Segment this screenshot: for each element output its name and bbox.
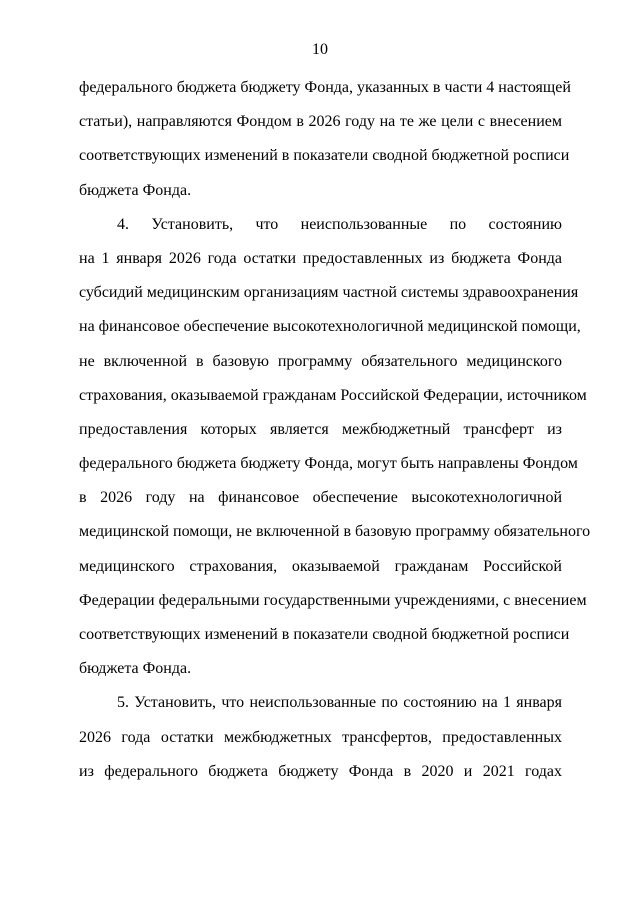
text-line: федерального бюджета бюджету Фонда, указанных в части 4 настоящей	[79, 79, 571, 96]
page-number: 10	[312, 41, 328, 58]
text-line: медицинского страхования, оказываемой гражданам Российской	[79, 557, 562, 575]
text-line: бюджета Фонда.	[79, 181, 192, 199]
text-line: соответствующих изменений в показатели сводной бюджетной росписи	[79, 147, 570, 165]
text-line: предоставления которых является межбюджетный трансферт из	[79, 420, 562, 438]
text-line: страхования, оказываемой гражданам Российской Федерации, источником	[79, 386, 587, 404]
paragraph-5	[79, 693, 562, 796]
text-line: соответствующих изменений в показатели сводной бюджетной росписи	[79, 626, 570, 643]
text-line: 5. Установить, что неиспользованные по состоянию на 1 января	[117, 694, 562, 712]
text-line: не включенной в базовую программу обязательного медицинского	[79, 352, 562, 370]
text-line: федерального бюджета бюджету Фонда, могут быть направлены Фондом	[79, 455, 578, 473]
text-line: в 2026 году на финансовое обеспечение высокотехнологичной	[79, 489, 562, 507]
text-line: на финансовое обеспечение высокотехнологичной медицинской помощи,	[79, 318, 581, 336]
document-body	[79, 78, 591, 796]
text-line: медицинской помощи, не включенной в базовую программу обязательного	[79, 523, 591, 541]
paragraph-4	[79, 215, 591, 694]
text-line: 2026 года остатки межбюджетных трансфертов, предоставленных	[79, 728, 562, 746]
text-line: статьи), направляются Фондом в 2026 году на те же цели с внесением	[79, 113, 562, 131]
text-line: из федерального бюджета бюджету Фонда в 2020 и 2021 годах	[79, 762, 562, 780]
text-line: субсидий медицинским организациям частной системы здравоохранения	[79, 284, 579, 302]
text-line: на 1 января 2026 года остатки предоставленных из бюджета Фонда	[79, 249, 562, 267]
text-line: бюджета Фонда.	[79, 660, 192, 678]
paragraph-1	[79, 78, 571, 215]
text-line: Федерации федеральными государственными учреждениями, с внесением	[79, 591, 587, 609]
text-line: 4. Установить, что неиспользованные по состоянию	[117, 215, 562, 233]
